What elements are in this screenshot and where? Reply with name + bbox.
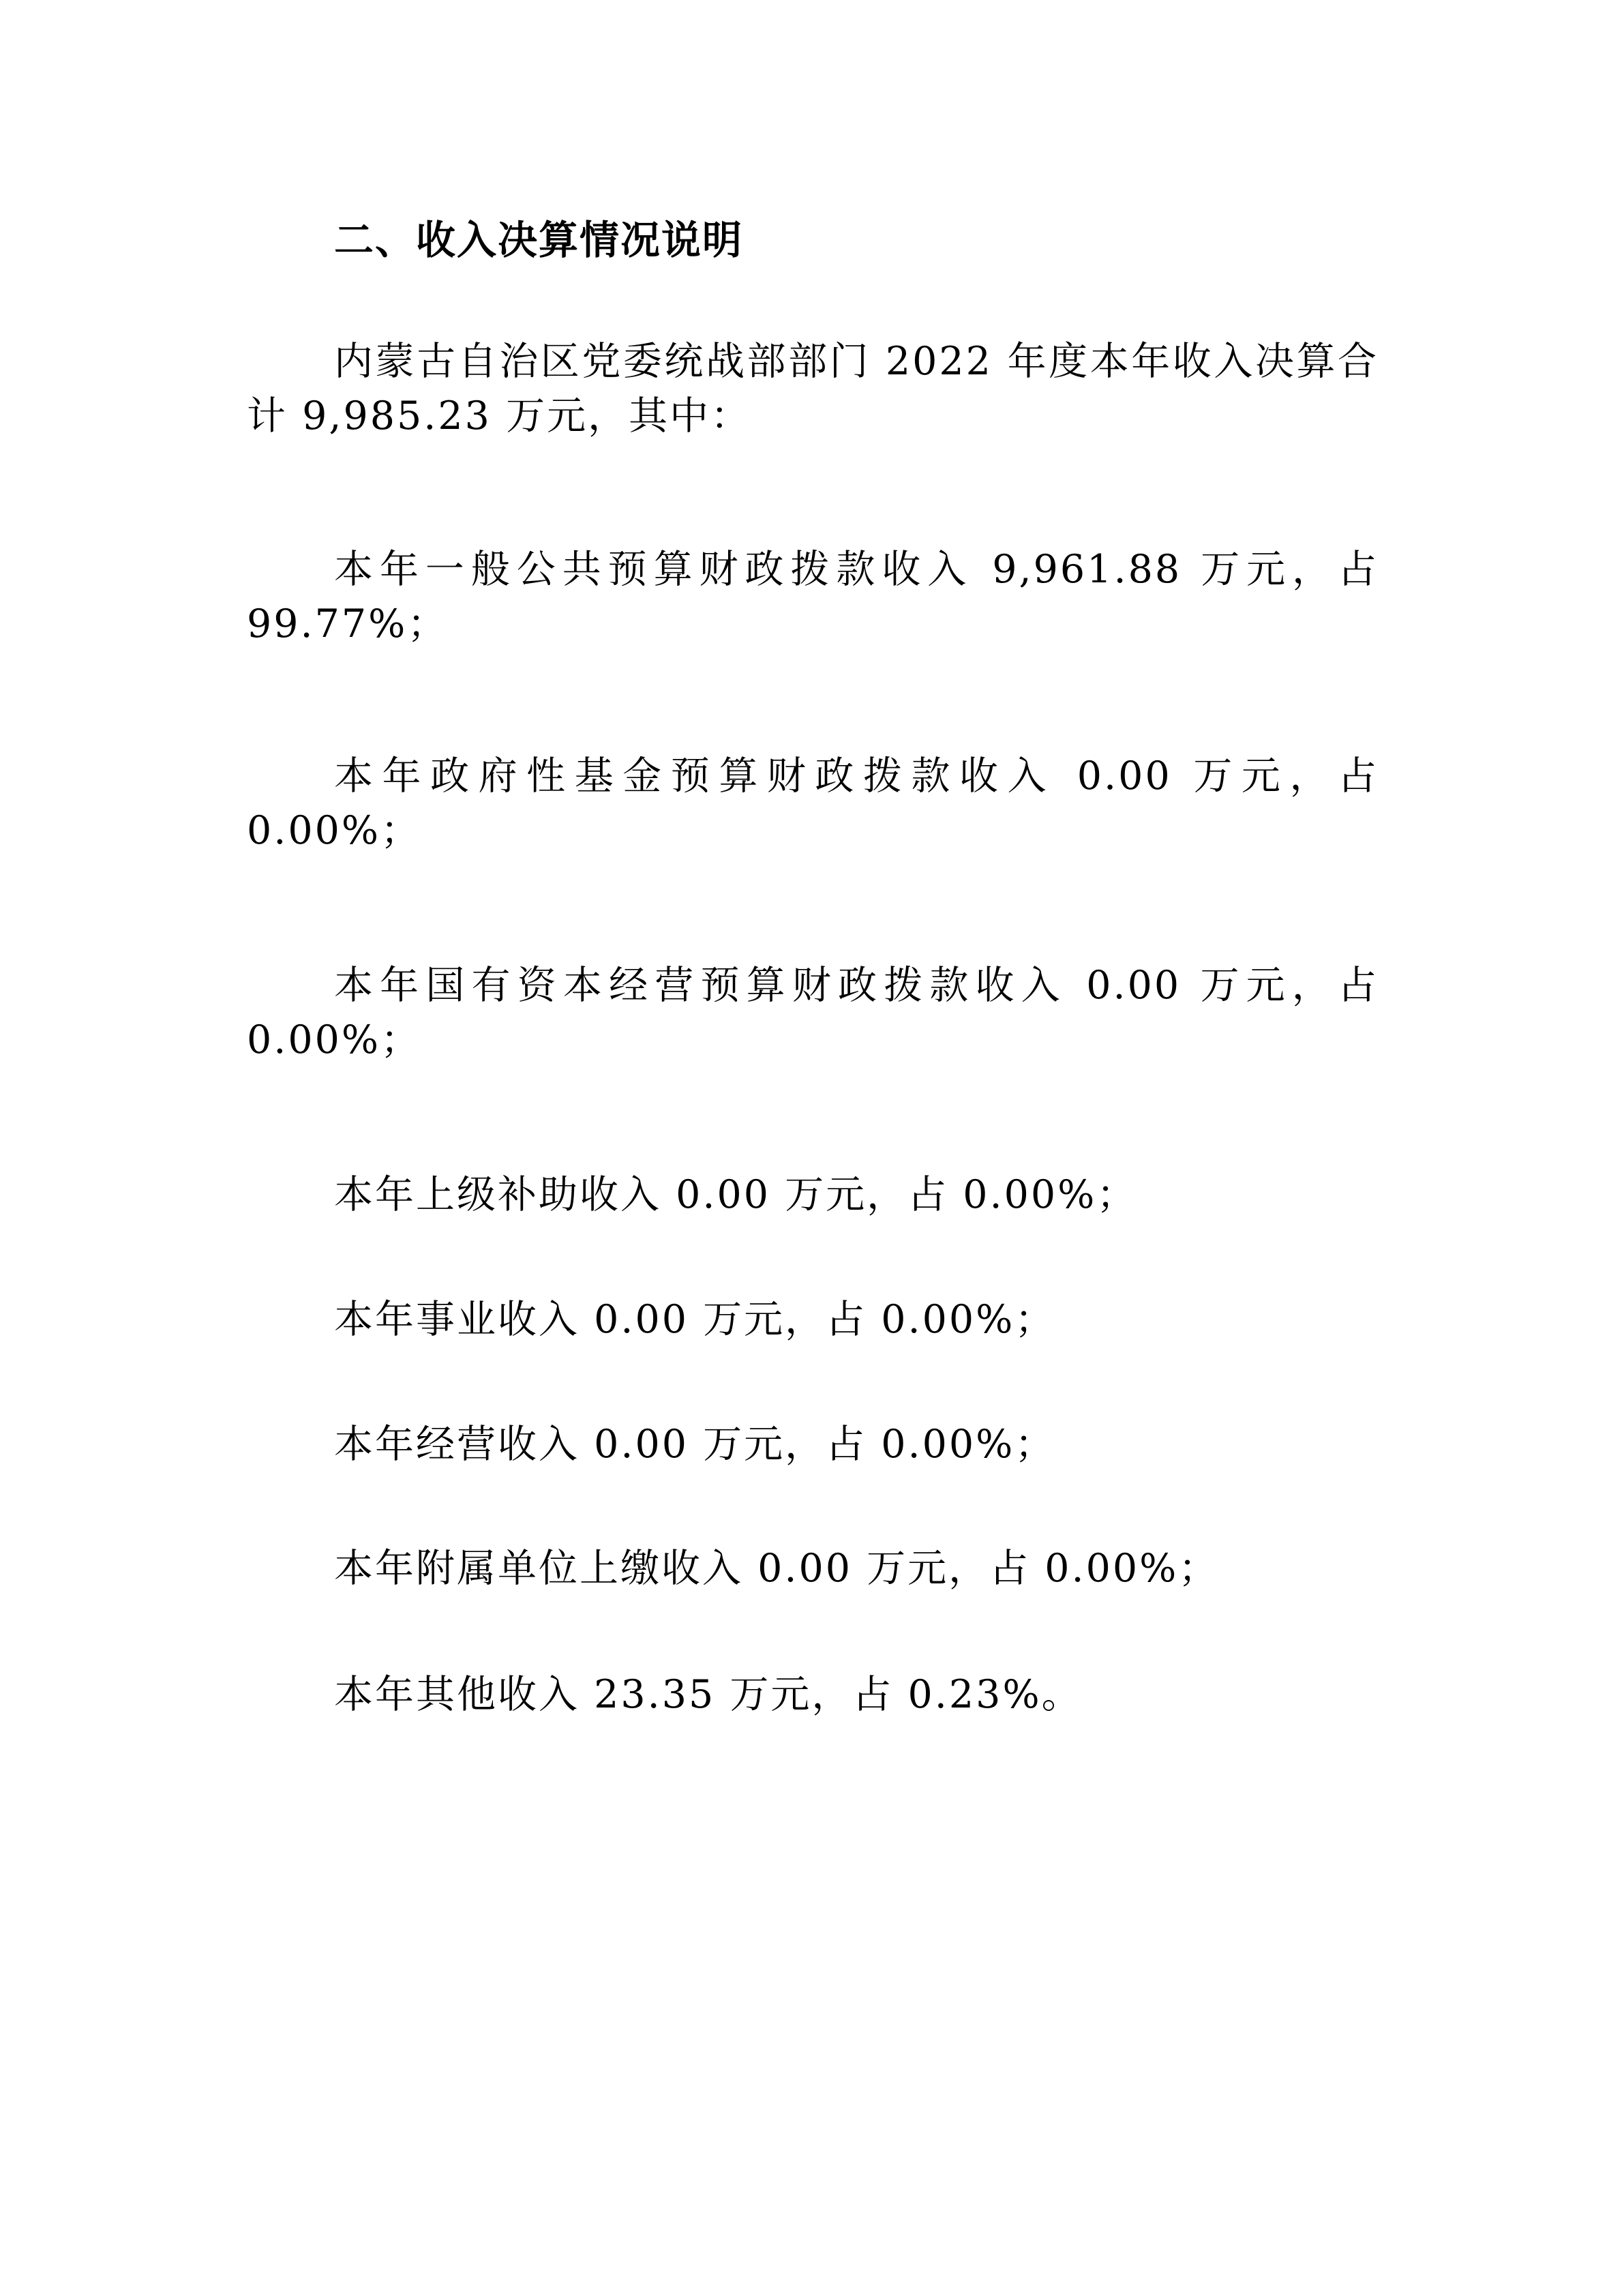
paragraph-business-income: 本年事业收入 0.00 万元，占 0.00%； [334, 1297, 1056, 1342]
paragraph-general-public-budget: 本年一般公共预算财政拨款收入 9,961.88 万元，占 99.77%； [247, 547, 1379, 646]
section-heading: 二、收入决算情况说明 [334, 217, 744, 263]
paragraph-government-fund-budget: 本年政府性基金预算财政拨款收入 0.00 万元，占 0.00%； [247, 754, 1379, 853]
paragraph-affiliated-units-income: 本年附属单位上缴收入 0.00 万元，占 0.00%； [334, 1546, 1220, 1591]
paragraph-state-capital-budget: 本年国有资本经营预算财政拨款收入 0.00 万元，占 0.00%； [247, 963, 1379, 1062]
paragraph-total-income: 内蒙古自治区党委统战部部门 2022 年度本年收入决算合计 9,985.23 万元，其中： [247, 339, 1379, 438]
paragraph-other-income: 本年其他收入 23.35 万元，占 0.23%。 [334, 1672, 1083, 1717]
paragraph-operating-income: 本年经营收入 0.00 万元，占 0.00%； [334, 1422, 1056, 1467]
paragraph-superior-subsidy: 本年上级补助收入 0.00 万元，占 0.00%； [334, 1172, 1138, 1217]
